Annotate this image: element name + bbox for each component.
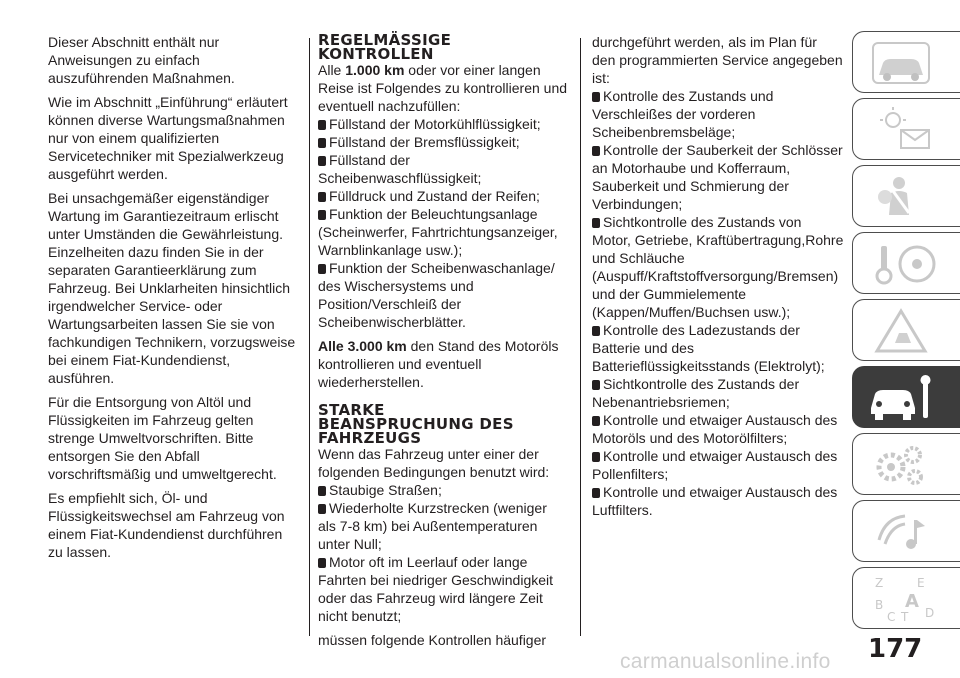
condition-list xyxy=(318,481,568,625)
heavy-check-list xyxy=(592,87,844,519)
multimedia-icon xyxy=(865,506,945,558)
list-item xyxy=(592,411,844,447)
list-item xyxy=(318,205,568,259)
bullet-square-icon xyxy=(318,192,326,202)
bullet-square-icon xyxy=(318,558,326,568)
page-number: 177 xyxy=(868,634,923,664)
bullet-square-icon xyxy=(592,146,600,156)
warning-triangle-icon xyxy=(865,305,945,357)
list-item-text: Motor oft im Leerlauf oder lange Fahrten bei niedriger Geschwindigkeit oder das Fahrzeug wird längere Zeit nicht benutzt; xyxy=(318,554,554,624)
bullet-square-icon xyxy=(318,156,326,166)
list-item-text: Kontrolle des Ladezustands der Batterie und des Batterieflüssigkeitsstands (Elektrolyt); xyxy=(592,322,825,374)
closing-text: müssen folgende Kontrollen häufiger xyxy=(318,632,547,648)
heading-line: FAHRZEUGS xyxy=(318,429,422,447)
bullet-square-icon xyxy=(592,326,600,336)
section-heading-regular-checks xyxy=(318,33,568,61)
list-item-text: Füllstand der Bremsflüssigkeit; xyxy=(329,134,520,150)
bullet-square-icon xyxy=(592,380,600,390)
list-item xyxy=(592,213,844,321)
list-item-text: Sichtkontrolle des Zustands von Motor, Getriebe, Kraftübertragung,Rohre und Schläuche (Auspuff/Kraftstoffversorgung/Bremsen) und der Gummielemente (Kappen/Muffen/Buchsen usw.); xyxy=(592,214,844,320)
check-list xyxy=(318,115,568,331)
interval-value: Alle 3.000 km xyxy=(318,338,407,354)
list-item xyxy=(592,375,844,411)
column-heavy-checks xyxy=(592,33,844,519)
list-item-text: Wiederholte Kurzstrecken (weniger als 7-8 km) bei Außentemperaturen unter Null; xyxy=(318,500,547,552)
watermark-text: carmanualsonline.info xyxy=(620,650,831,673)
interval-text: oder vor einer langen Reise ist Folgendes zu kontrollieren und eventuell nachzufüllen: xyxy=(318,62,568,114)
car-wrench-icon xyxy=(865,372,945,424)
bullet-square-icon xyxy=(318,264,326,274)
list-item-text: Funktion der Scheibenwaschanlage/ des Wischersystems und Position/Verschleiß der Scheibenwischerblätter. xyxy=(318,260,555,330)
paragraph: Dieser Abschnitt enthält nur Anweisungen zu einfach auszuführenden Maßnahmen. xyxy=(48,34,235,86)
list-item xyxy=(318,259,568,331)
paragraph: Es empfiehlt sich, Öl- und Flüssigkeitswechsel am Fahrzeug von einem Fiat-Kundendienst durchführen zu lassen. xyxy=(48,490,285,560)
list-item xyxy=(318,553,568,625)
list-item xyxy=(592,321,844,375)
section-heading-heavy-use xyxy=(318,403,568,445)
chapter-tabs xyxy=(852,31,960,634)
tab-technical-data[interactable] xyxy=(852,433,960,495)
list-item-text: Fülldruck und Zustand der Reifen; xyxy=(329,188,540,204)
interval-1000km xyxy=(318,61,568,115)
heading-line: KONTROLLEN xyxy=(318,45,434,63)
tab-safety[interactable] xyxy=(852,165,960,227)
tab-maintenance[interactable] xyxy=(852,366,960,428)
list-item-text: Kontrolle und etwaiger Austausch des Pollenfilters; xyxy=(592,448,838,482)
heading-line: REGELMÄSSIGE xyxy=(318,31,452,49)
index-letter: E xyxy=(917,576,925,590)
list-item xyxy=(318,151,568,187)
tab-index[interactable] xyxy=(852,567,960,629)
alphabet-index-icon xyxy=(865,573,945,625)
continuation-text: durchgeführt werden, als im Plan für den programmierten Service angegeben ist: xyxy=(592,34,843,86)
heading-line: STARKE xyxy=(318,401,385,419)
interval-3000km xyxy=(318,337,568,391)
bullet-square-icon xyxy=(592,218,600,228)
column-divider xyxy=(309,38,310,636)
list-item xyxy=(592,87,844,141)
bullet-square-icon xyxy=(592,92,600,102)
list-item-text: Sichtkontrolle des Zustands der Nebenantriebsriemen; xyxy=(592,376,800,410)
paragraph: Wie im Abschnitt „Einführung“ erläutert können diverse Wartungsmaßnahmen nur von einem qualifizierten Servicetechniker mit Spezialwerkzeug ausgeführt werden. xyxy=(48,94,288,182)
list-item-text: Kontrolle des Zustands und Verschleißes der vorderen Scheibenbremsbeläge; xyxy=(592,88,774,140)
list-item-text: Staubige Straßen; xyxy=(329,482,442,498)
tab-starting-driving[interactable] xyxy=(852,232,960,294)
bullet-square-icon xyxy=(592,488,600,498)
heavy-use-intro: Wenn das Fahrzeug unter einer der folgenden Bedingungen benutzt wird: xyxy=(318,446,550,480)
list-item-text: Kontrolle und etwaiger Austausch des Motoröls und des Motorölfilters; xyxy=(592,412,838,446)
heading-line: BEANSPRUCHUNG DES xyxy=(318,415,514,433)
car-dashboard-icon xyxy=(865,37,945,89)
paragraph: Für die Entsorgung von Altöl und Flüssigkeiten im Fahrzeug gelten strenge Umweltvorschriften. Bitte entsorgen Sie den Abfall vorschriftsmäßig und umweltgerecht. xyxy=(48,394,277,482)
interval-text: den Stand des Motoröls kontrollieren und eventuell wiederherstellen. xyxy=(318,338,559,390)
key-steering-icon xyxy=(865,238,945,290)
interval-value: 1.000 km xyxy=(345,62,405,78)
airbag-seatbelt-icon xyxy=(865,171,945,223)
interval-prefix: Alle xyxy=(318,62,346,78)
bullet-square-icon xyxy=(318,120,326,130)
bullet-square-icon xyxy=(592,416,600,426)
list-item xyxy=(318,187,568,205)
index-letter: A xyxy=(905,591,919,612)
bullet-square-icon xyxy=(318,138,326,148)
bullet-square-icon xyxy=(318,210,326,220)
bullet-square-icon xyxy=(592,452,600,462)
list-item-text: Funktion der Beleuchtungsanlage (Scheinwerfer, Fahrtrichtungsanzeiger, Warnblinkanlage usw.); xyxy=(318,206,558,258)
column-divider xyxy=(580,38,581,636)
list-item xyxy=(318,481,568,499)
gears-specs-icon xyxy=(865,439,945,491)
tab-emergency[interactable] xyxy=(852,299,960,361)
list-item-text: Kontrolle und etwaiger Austausch des Luftfilters. xyxy=(592,484,838,518)
bullet-square-icon xyxy=(318,486,326,496)
list-item-text: Füllstand der Motorkühlflüssigkeit; xyxy=(329,116,541,132)
index-letter: Z xyxy=(875,576,884,590)
list-item xyxy=(592,483,844,519)
index-letter: B xyxy=(875,598,884,612)
column-intro xyxy=(48,33,300,567)
tab-warning-lights[interactable] xyxy=(852,98,960,160)
list-item xyxy=(592,141,844,213)
warning-lights-icon xyxy=(865,104,945,156)
bullet-square-icon xyxy=(318,504,326,514)
list-item-text: Kontrolle der Sauberkeit der Schlösser an Motorhaube und Kofferraum, Sauberkeit und Schmierung der Verbindungen; xyxy=(592,142,843,212)
list-item xyxy=(318,115,568,133)
list-item xyxy=(318,133,568,151)
tab-dashboard[interactable] xyxy=(852,31,960,93)
list-item xyxy=(318,499,568,553)
column-checks xyxy=(318,33,568,649)
index-letter: C xyxy=(887,610,896,624)
list-item-text: Füllstand der Scheibenwaschflüssigkeit; xyxy=(318,152,482,186)
index-letter: T xyxy=(901,610,909,624)
index-letter: D xyxy=(925,606,935,620)
list-item xyxy=(592,447,844,483)
tab-multimedia[interactable] xyxy=(852,500,960,562)
paragraph: Bei unsachgemäßer eigenständiger Wartung im Garantiezeitraum erlischt unter Umständen die Gewährleistung. Einzelheiten dazu finden Sie in der separaten Garantieerklärung zum Fahrzeug. Bei Unklarheiten hinsichtlich irgendwelcher Service- oder Wartungsarbeiten lassen Sie sie von fachkundigen Technikern, vorzugsweise bei einem Fiat-Kundendienst, ausführen. xyxy=(48,190,296,386)
